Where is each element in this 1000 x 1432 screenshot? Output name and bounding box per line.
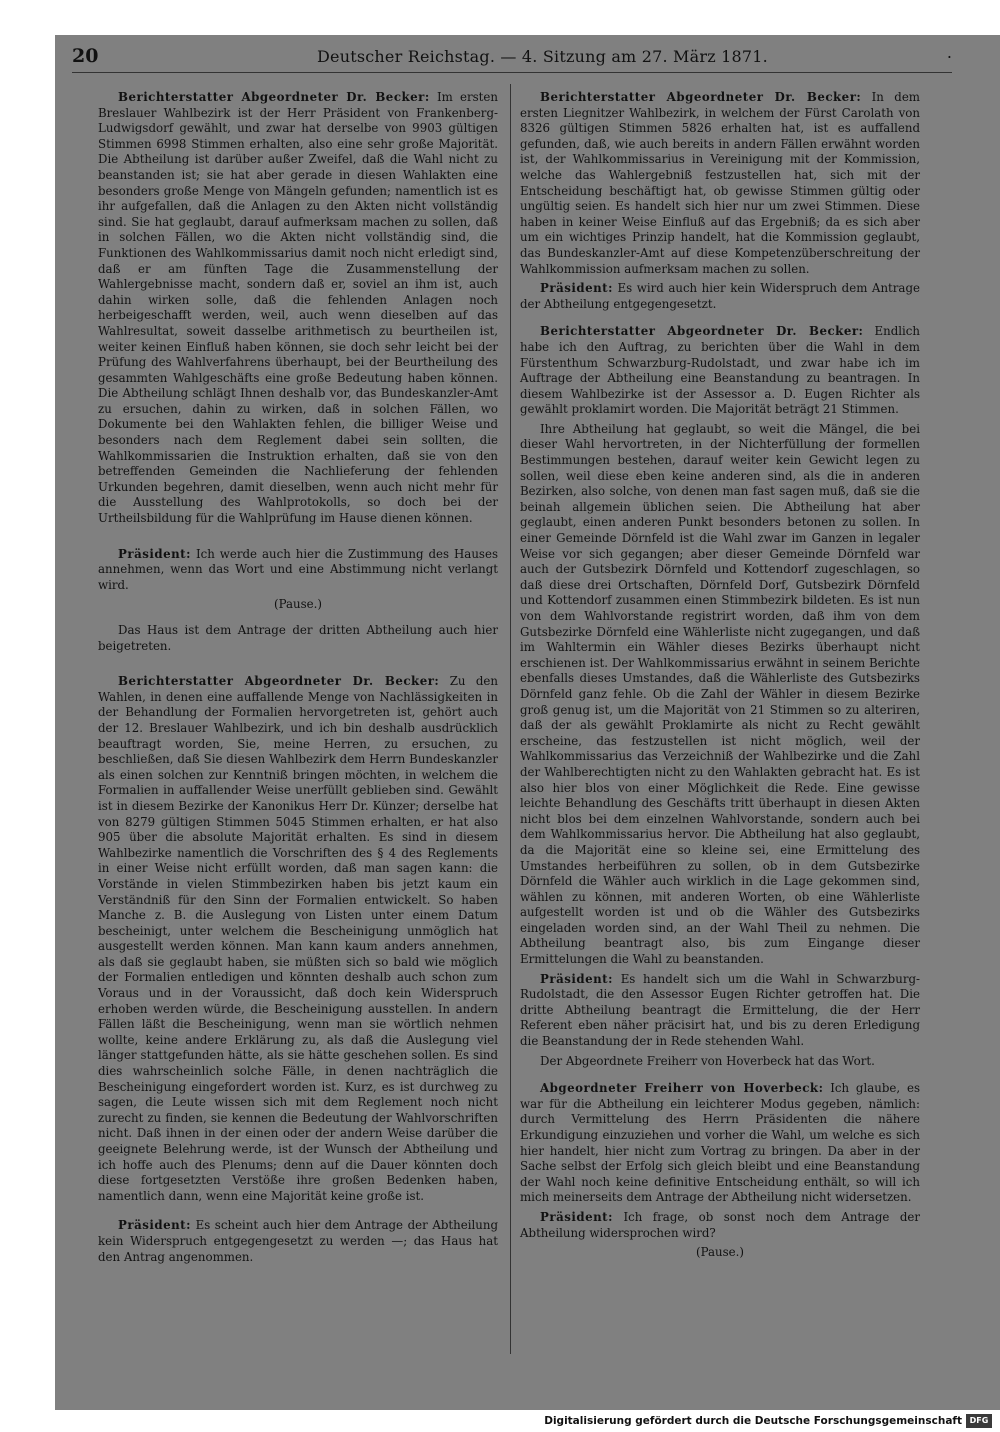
speaker: Berichterstatter Abgeordneter Dr. Becker: [540, 90, 862, 104]
paragraph [520, 972, 920, 1050]
paragraph [520, 1210, 920, 1241]
paragraph [520, 324, 920, 418]
page-header [72, 43, 952, 69]
paragraph [520, 281, 920, 312]
paragraph [98, 1218, 498, 1265]
header-dot: . [946, 43, 952, 62]
speaker: Berichterstatter Abgeordneter Dr. Becker: [118, 674, 440, 689]
page-number: 20 [72, 45, 99, 67]
paragraph-text: Ich werde auch hier die Zustimmung des Hauses annehmen, wenn das Wort und eine Abstimmung nicht verlangt wird. [98, 546, 499, 592]
paragraph-text: Es wird auch hier kein Widerspruch dem Antrage der Abtheilung entgegengesetzt. [520, 281, 920, 311]
column-rule [510, 84, 511, 1354]
funding-note: Digitalisierung gefördert durch die Deutsche Forschungsgemeinschaft [544, 1415, 962, 1427]
paragraph [98, 674, 498, 1204]
header-rule [72, 72, 952, 73]
speaker: Abgeordneter Freiherr von Hoverbeck: [540, 1081, 824, 1096]
speaker: Berichterstatter Abgeordneter Dr. Becker: [118, 90, 430, 104]
paragraph [98, 90, 498, 527]
pause-note: (Pause.) [273, 597, 323, 612]
speaker: Präsident: [540, 281, 613, 296]
paragraph-text: Zu den Wahlen, in denen eine auffallende Menge von Nachlässigkeiten in der Behandlung der Formalien hervorgetreten ist, gehört auch der 12. Breslauer Wahlbezirk, und ich bin deshalb ausdrücklich beauftragt worden, Sie, meine Herren, zu ersuchen, zu beschließen, daß Sie diesen Wahlbezirk dem Herrn Bundeskanzler als einen solchen zur Kenntniß bringen möchten, in welchem die Formalien in auffallender Weise unerfüllt geblieben sind. Gewählt ist in diesem Bezirke der Kanonikus Herr Dr. Künzer; derselbe hat von 8279 gültigen Stimmen 5045 Stimmen erhalten, er hat also 905 über die absolute Majorität erhalten. Es sind in diesem Wahlbezirke namentlich die Vorschriften des § 4 des Reglements in einer Weise nicht erfüllt worden, daß man sagen kann: die Vorstände in vielen Stimmbezirken haben bis jetzt kaum ein Verständniß für den Sinn der Formalien entwickelt. So haben Manche z. B. die Auslegung von Listen unter einem Datum bescheinigt, unter welchem die Bescheinigung unmöglich hat ausgestellt werden können. Man kann kaum anders annehmen, als daß sie geglaubt haben, sie müßten sich so bald wie möglich der Formalien entledigen und könnten deshalb auch schon zum Voraus und in der Voraussicht, daß doch kein Widerspruch erhoben werden würde, die Bescheinigung ausstellen. In andern Fällen läßt die Bescheinigung, wenn man sie wörtlich nehmen wollte, keine andere Erklärung zu, als daß die Auslegung viel länger stattgefunden hätte, als sie hätte geschehen sollen. Es sind dies wahrscheinlich solche Fälle, in denen nachträglich die Bescheinigung eingefordert worden ist. Kurz, es ist durchweg zu sagen, die Leute wissen sich mit dem Reglement noch nicht zurecht zu finden, sie kennen die Bedeutung der Wahlvorschriften nicht. Daß ihnen in der einen oder der andern Weise darüber die geeignete Belehrung werde, ist der Wunsch der Abtheilung und ich hoffe auch des Plenums; denn auf die Dauer könnten doch diese fortgesetzten Verstöße ihre großen Bedenken haben, namentlich dann, wenn eine Majorität keine große ist. [98, 674, 498, 1203]
speaker: Präsident: [118, 1218, 191, 1233]
paragraph [98, 547, 498, 594]
running-title: Deutscher Reichstag. — 4. Sitzung am 27. März 1871. [317, 47, 768, 66]
left-column [98, 90, 498, 1269]
paragraph-text: Im ersten Breslauer Wahlbezirk ist der Herr Präsident von Frankenberg-Ludwigsdorf gewählt, und zwar hat derselbe von 9903 gültigen Stimmen 6998 Stimmen erhalten, also eine sehr große Majorität. Die Abtheilung ist darüber außer Zweifel, daß die Wahl nicht zu beanstanden ist; sie hat aber gerade in diesen Wahlakten eine besonders große Menge von Mängeln gefunden; namentlich ist es ihr aufgefallen, daß die Anlagen zu den Akten nicht vollständig sind. Sie hat geglaubt, darauf aufmerksam machen zu sollen, daß in solchen Fällen, wo die Akten nicht vollständig sind, die Funktionen des Wahlkommissarius damit noch nicht erledigt sind, daß er am fünften Tage die Zusammenstellung der Wahlergebnisse macht, sondern daß er, soviel an ihm ist, auch dahin wirken solle, daß die fehlenden Anlagen noch herbeigeschafft werden, weil, auch wenn dieselben auf das Wahlresultat, soweit dasselbe arithmetisch zu beurtheilen ist, weiter keinen Einfluß haben können, sie doch sehr leicht bei der Prüfung des Wahlverfahrens überhaupt, bei der Beurtheilung des gesammten Wahlgeschäfts eine große Bedeutung haben können. Die Abtheilung schlägt Ihnen deshalb vor, das Bundeskanzler-Amt zu ersuchen, dahin zu wirken, daß in solchen Fällen, wo Dokumente bei den Wahlakten fehlen, die billiger Weise und besonders nach dem Reglement dabei sein sollten, die Wahlkommissarien die Instruktion erhalten, daß sie von den betreffenden Gemeinden die Nachlieferung der fehlenden Urkunden begehren, damit dieselben, wenn auch nicht mehr für die Ausstellung des Wahlprotokolls, so doch bei der Urtheilsbildung für die Wahlprüfung im Hause dienen können. [98, 90, 498, 526]
paragraph [520, 1081, 920, 1206]
pause-note: (Pause.) [695, 1245, 745, 1260]
paragraph [520, 1054, 920, 1070]
paragraph [520, 422, 920, 968]
speaker: Präsident: [118, 546, 191, 561]
paragraph-text: In dem ersten Liegnitzer Wahlbezirk, in welchem der Fürst Carolath von 8326 gültigen Stimmen 5826 erhalten hat, ist es auffallend gefunden, daß, wie auch bereits in andern Fällen erwähnt worden ist, der Wahlkommissarius in Vereinigung mit der Kommission, welche das Wahlergebniß festzustellen hat, sich mit der Entscheidung beschäftigt hat, ob gewisse Stimmen gültig oder ungültig seien. Es handelt sich hier nur um zwei Stimmen. Diese haben in keiner Weise Einfluß auf das Ergebniß; da es sich aber um ein wichtiges Prinzip handelt, hat die Kommission geglaubt, das Bundeskanzler-Amt auf diese Kompetenzüberschreitung der Wahlkommission aufmerksam machen zu sollen. [520, 90, 920, 276]
paragraph-text: Ich frage, ob sonst noch dem Antrage der Abtheilung widersprochen wird? [520, 1209, 920, 1240]
paragraph-text: Es scheint auch hier dem Antrage der Abtheilung kein Widerspruch entgegengesetzt zu werden —; das Haus hat den Antrag angenommen. [98, 1218, 499, 1264]
speaker: Berichterstatter Abgeordneter Dr. Becker: [540, 324, 864, 339]
paragraph-text: Der Abgeordnete Freiherr von Hoverbeck hat das Wort. [540, 1053, 875, 1068]
footer [544, 1414, 992, 1430]
paragraph-text: Ihre Abtheilung hat geglaubt, so weit die Mängel, die bei dieser Wahl hervortreten, in der Nichterfüllung der formellen Bestimmungen bestehen, darauf weiter kein Gewicht legen zu sollen, weil diese eben keine anderen sind, als die in anderen Bezirken, also solche, von denen man fast sagen muß, daß sie die beinah allgemein üblichen seien. Die Abtheilung hat aber geglaubt, einen anderen Punkt besonders betonen zu sollen. In einer Gemeinde Dörnfeld ist die Wahl zwar im Ganzen in legaler Weise vor sich gegangen; aber dieser Gemeinde Dörnfeld war auch der Gutsbezirk Dörnfeld und Kottendorf zugeschlagen, so daß diese drei Ortschaften, Dörnfeld Dorf, Gutsbezirk Dörnfeld und Kottendorf zusammen einen Stimmbezirk bildeten. Es ist nun von dem Wahlvorstande registrirt worden, daß ihm von dem Gutsbezirke Dörnfeld eine Wählerliste nicht zugegangen, und daß im Wahltermin ein Wähler dieses Bezirks überhaupt nicht erschienen ist. Der Wahlkommissarius erwähnt in seinem Berichte ebenfalls dieses Umstandes, daß die Wählerliste des Gutsbezirks Dörnfeld ganz fehle. Ob die Zahl der Wähler in diesem Bezirke groß genug ist, um die Majorität von 21 Stimmen so zu alteriren, daß der als gewählt Proklamirte als nicht zu Recht gewählt erscheine, das festzustellen ist nicht möglich, weil der Wahlkommissarius das Verzeichniß der Wahlbezirke und die Zahl der Wahlberechtigten nicht zu den Wahlakten gebracht hat. Es ist also hier blos von einer Möglichkeit die Rede. Eine gewisse leichte Behandlung des Geschäfts tritt überhaupt in diesen Akten nicht blos bei dem einzelnen Wahlvorstande, sondern auch bei dem Wahlkommissarius hervor. Die Abtheilung hat also geglaubt, da die Majorität eine so kleine sei, eine Ermittelung des Umstandes herbeiführen zu sollen, ob in dem Gutsbezirke Dörnfeld die Wähler auch wirklich in die Lage gekommen sind, wählen zu können, mit anderen Worten, ob eine Wählerliste aufgestellt worden ist und ob die Wähler des Gutsbezirks eingeladen worden sind, an der Wahl Theil zu nehmen. Die Abtheilung beantragt also, bis zum Eingange dieser Ermittelungen die Wahl zu beanstanden. [520, 421, 920, 967]
paragraph-text: Ich glaube, es war für die Abtheilung ein leichterer Modus gegeben, nämlich: durch Vermittelung des Herrn Präsidenten die nähere Erkundigung einzuziehen und vorher die Wahl, um welche es sich hier handelt, hier nicht zum Vortrag zu bringen. Da aber in der Sache selbst der Erfolg sich gleich bleibt und eine Beanstandung der Wahl noch keine definitive Entscheidung enthält, so will ich mich meinerseits dem Antrage der Abtheilung nicht widersetzen. [520, 1081, 921, 1205]
speaker: Präsident: [540, 971, 613, 986]
paragraph-text: Es handelt sich um die Wahl in Schwarzburg-Rudolstadt, die den Assessor Eugen Richter getroffen hat. Die dritte Abtheilung beantragt die Ermittelung, die der Herr Referent eben näher präcisirt hat, und bis zu deren Erledigung die Beanstandung der in Rede stehenden Wahl. [520, 971, 920, 1049]
paragraph-text: Das Haus ist dem Antrage der dritten Abtheilung auch hier beigetreten. [98, 623, 498, 653]
speaker: Präsident: [540, 1209, 613, 1224]
right-column [520, 90, 920, 1271]
paragraph [520, 90, 920, 277]
paragraph [98, 623, 498, 654]
dfg-logo: DFG [966, 1414, 992, 1428]
paragraph-text: Endlich habe ich den Auftrag, zu berichten über die Wahl in dem Fürstenthum Schwarzburg-Rudolstadt, und zwar habe ich im Auftrage der Abtheilung eine Beanstandung zu beantragen. In diesem Wahlbezirke ist der Assessor a. D. Eugen Richter als gewählt proklamirt worden. Die Majorität beträgt 21 Stimmen. [520, 324, 921, 417]
